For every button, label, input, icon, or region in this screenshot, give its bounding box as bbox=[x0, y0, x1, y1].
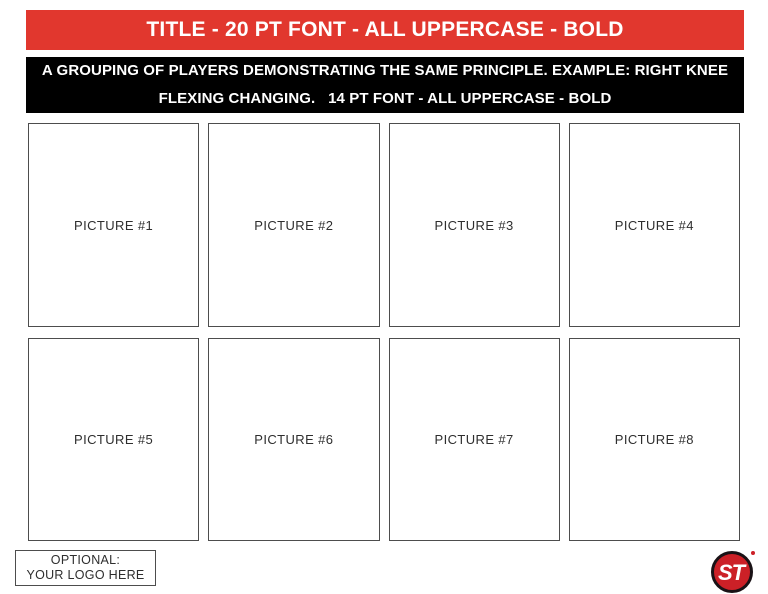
logo-placeholder-line-1: OPTIONAL: bbox=[50, 553, 121, 567]
picture-placeholder-5[interactable] bbox=[28, 338, 199, 541]
title-text: TITLE - 20 PT FONT - ALL UPPERCASE - BOLD bbox=[146, 18, 624, 41]
picture-placeholder-4[interactable] bbox=[569, 123, 740, 327]
picture-placeholder-7[interactable] bbox=[389, 338, 560, 541]
picture-placeholder-6[interactable] bbox=[208, 338, 379, 541]
picture-grid bbox=[28, 123, 740, 541]
picture-label: PICTURE #1 bbox=[74, 217, 154, 233]
logo-placeholder-box[interactable] bbox=[15, 550, 156, 586]
title-banner bbox=[26, 10, 744, 50]
picture-placeholder-3[interactable] bbox=[389, 123, 560, 327]
description-line-1: A GROUPING OF PLAYERS DEMONSTRATING THE SAME PRINCIPLE. EXAMPLE: RIGHT KNEE bbox=[41, 62, 729, 79]
description-line-2: FLEXING CHANGING. 14 PT FONT - ALL UPPERCASE - BOLD bbox=[158, 90, 612, 107]
picture-placeholder-2[interactable] bbox=[208, 123, 379, 327]
picture-label: PICTURE #3 bbox=[434, 217, 514, 233]
picture-label: PICTURE #8 bbox=[614, 432, 694, 447]
st-logo-text: ST bbox=[718, 560, 745, 585]
logo-placeholder-line-2: YOUR LOGO HERE bbox=[26, 568, 145, 582]
picture-label: PICTURE #6 bbox=[254, 432, 334, 447]
st-brand-logo-icon bbox=[710, 550, 756, 594]
picture-label: PICTURE #2 bbox=[254, 217, 334, 233]
picture-label: PICTURE #7 bbox=[434, 432, 514, 447]
picture-label: PICTURE #4 bbox=[614, 217, 694, 233]
picture-placeholder-1[interactable] bbox=[28, 123, 199, 327]
picture-label: PICTURE #5 bbox=[74, 432, 154, 447]
picture-placeholder-8[interactable] bbox=[569, 338, 740, 541]
description-banner bbox=[26, 57, 744, 113]
